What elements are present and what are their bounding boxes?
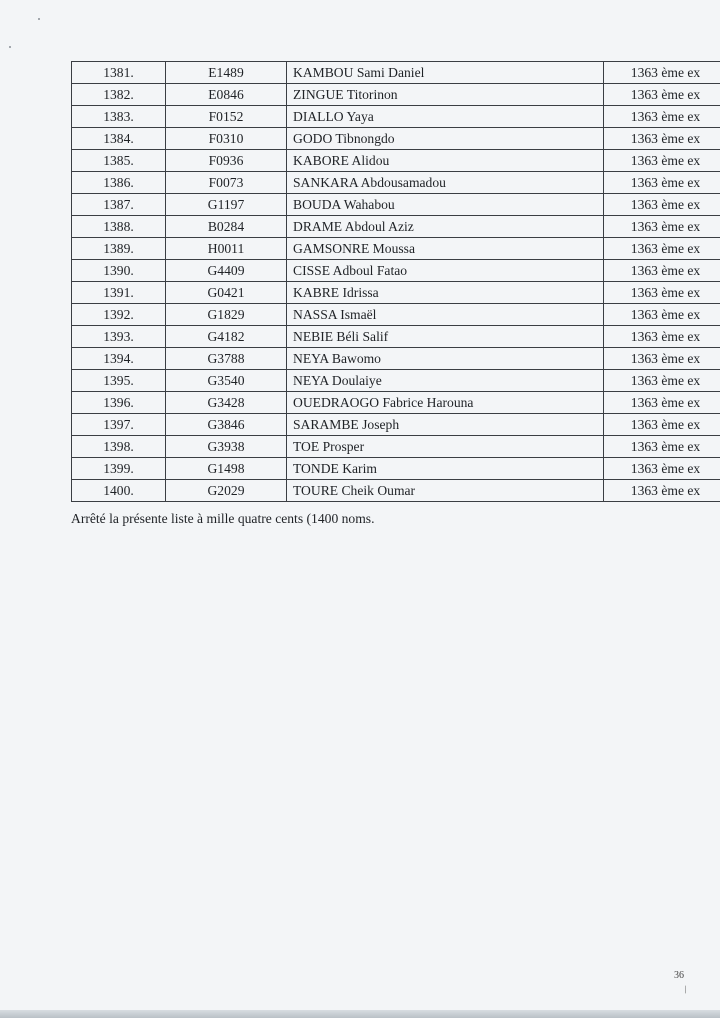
row-number-cell: 1398. bbox=[72, 436, 166, 458]
table-row bbox=[72, 392, 720, 414]
class-cell: 1363 ème ex bbox=[604, 392, 720, 414]
row-number-cell: 1388. bbox=[72, 216, 166, 238]
results-table-body bbox=[72, 62, 720, 502]
class-cell: 1363 ème ex bbox=[604, 304, 720, 326]
candidate-name-cell: GODO Tibnongdo bbox=[287, 128, 604, 150]
class-cell: 1363 ème ex bbox=[604, 238, 720, 260]
registration-code-cell: B0284 bbox=[166, 216, 287, 238]
closing-statement: Arrêté la présente liste à mille quatre cents (1400 noms. bbox=[71, 511, 375, 526]
row-number-cell: 1390. bbox=[72, 260, 166, 282]
table-row bbox=[72, 304, 720, 326]
registration-code-cell: G3788 bbox=[166, 348, 287, 370]
candidate-name-cell: TOE Prosper bbox=[287, 436, 604, 458]
class-cell: 1363 ème ex bbox=[604, 260, 720, 282]
registration-code-cell: E0846 bbox=[166, 84, 287, 106]
registration-code-cell: G2029 bbox=[166, 480, 287, 502]
candidate-name-cell: TOURE Cheik Oumar bbox=[287, 480, 604, 502]
candidate-name-cell: SANKARA Abdousamadou bbox=[287, 172, 604, 194]
table-row bbox=[72, 150, 720, 172]
page-bottom-edge bbox=[0, 1010, 720, 1018]
class-cell: 1363 ème ex bbox=[604, 194, 720, 216]
registration-code-cell: G1498 bbox=[166, 458, 287, 480]
registration-code-cell: G1197 bbox=[166, 194, 287, 216]
registration-code-cell: G3938 bbox=[166, 436, 287, 458]
row-number-cell: 1399. bbox=[72, 458, 166, 480]
registration-code-cell: F0073 bbox=[166, 172, 287, 194]
table-row bbox=[72, 436, 720, 458]
class-cell: 1363 ème ex bbox=[604, 62, 720, 84]
table-row bbox=[72, 458, 720, 480]
row-number-cell: 1395. bbox=[72, 370, 166, 392]
table-row bbox=[72, 216, 720, 238]
row-number-cell: 1394. bbox=[72, 348, 166, 370]
candidate-name-cell: CISSE Adboul Fatao bbox=[287, 260, 604, 282]
table-row bbox=[72, 480, 720, 502]
row-number-cell: 1400. bbox=[72, 480, 166, 502]
table-row bbox=[72, 326, 720, 348]
table-row bbox=[72, 62, 720, 84]
row-number-cell: 1391. bbox=[72, 282, 166, 304]
registration-code-cell: G4182 bbox=[166, 326, 287, 348]
class-cell: 1363 ème ex bbox=[604, 282, 720, 304]
table-row bbox=[72, 128, 720, 150]
row-number-cell: 1382. bbox=[72, 84, 166, 106]
table-row bbox=[72, 348, 720, 370]
candidate-name-cell: BOUDA Wahabou bbox=[287, 194, 604, 216]
registration-code-cell: F0310 bbox=[166, 128, 287, 150]
registration-code-cell: H0011 bbox=[166, 238, 287, 260]
table-row bbox=[72, 238, 720, 260]
registration-code-cell: G3428 bbox=[166, 392, 287, 414]
class-cell: 1363 ème ex bbox=[604, 436, 720, 458]
row-number-cell: 1385. bbox=[72, 150, 166, 172]
class-cell: 1363 ème ex bbox=[604, 216, 720, 238]
class-cell: 1363 ème ex bbox=[604, 480, 720, 502]
registration-code-cell: F0152 bbox=[166, 106, 287, 128]
class-cell: 1363 ème ex bbox=[604, 128, 720, 150]
class-cell: 1363 ème ex bbox=[604, 326, 720, 348]
page-number: 36 bbox=[674, 970, 684, 981]
class-cell: 1363 ème ex bbox=[604, 348, 720, 370]
candidate-name-cell: DRAME Abdoul Aziz bbox=[287, 216, 604, 238]
table-row bbox=[72, 194, 720, 216]
class-cell: 1363 ème ex bbox=[604, 84, 720, 106]
row-number-cell: 1389. bbox=[72, 238, 166, 260]
table-row bbox=[72, 414, 720, 436]
candidate-name-cell: NEYA Bawomo bbox=[287, 348, 604, 370]
registration-code-cell: G3540 bbox=[166, 370, 287, 392]
candidate-name-cell: ZINGUE Titorinon bbox=[287, 84, 604, 106]
table-row bbox=[72, 282, 720, 304]
row-number-cell: 1381. bbox=[72, 62, 166, 84]
class-cell: 1363 ème ex bbox=[604, 106, 720, 128]
candidate-name-cell: NASSA Ismaël bbox=[287, 304, 604, 326]
row-number-cell: 1387. bbox=[72, 194, 166, 216]
class-cell: 1363 ème ex bbox=[604, 414, 720, 436]
table-row bbox=[72, 370, 720, 392]
registration-code-cell: G1829 bbox=[166, 304, 287, 326]
row-number-cell: 1397. bbox=[72, 414, 166, 436]
candidate-name-cell: KABORE Alidou bbox=[287, 150, 604, 172]
class-cell: 1363 ème ex bbox=[604, 172, 720, 194]
candidate-name-cell: KAMBOU Sami Daniel bbox=[287, 62, 604, 84]
row-number-cell: 1396. bbox=[72, 392, 166, 414]
candidate-name-cell: NEBIE Béli Salif bbox=[287, 326, 604, 348]
table-row bbox=[72, 260, 720, 282]
initial-mark: / bbox=[682, 983, 690, 997]
row-number-cell: 1393. bbox=[72, 326, 166, 348]
class-cell: 1363 ème ex bbox=[604, 370, 720, 392]
candidate-name-cell: NEYA Doulaiye bbox=[287, 370, 604, 392]
candidate-name-cell: KABRE Idrissa bbox=[287, 282, 604, 304]
results-table bbox=[71, 61, 720, 502]
table-row bbox=[72, 106, 720, 128]
registration-code-cell: E1489 bbox=[166, 62, 287, 84]
row-number-cell: 1384. bbox=[72, 128, 166, 150]
candidate-name-cell: TONDE Karim bbox=[287, 458, 604, 480]
table-row bbox=[72, 172, 720, 194]
registration-code-cell: G3846 bbox=[166, 414, 287, 436]
registration-code-cell: F0936 bbox=[166, 150, 287, 172]
row-number-cell: 1383. bbox=[72, 106, 166, 128]
class-cell: 1363 ème ex bbox=[604, 458, 720, 480]
class-cell: 1363 ème ex bbox=[604, 150, 720, 172]
row-number-cell: 1386. bbox=[72, 172, 166, 194]
row-number-cell: 1392. bbox=[72, 304, 166, 326]
candidate-name-cell: OUEDRAOGO Fabrice Harouna bbox=[287, 392, 604, 414]
table-row bbox=[72, 84, 720, 106]
scan-speck bbox=[9, 46, 11, 48]
candidate-name-cell: DIALLO Yaya bbox=[287, 106, 604, 128]
candidate-name-cell: SARAMBE Joseph bbox=[287, 414, 604, 436]
candidate-name-cell: GAMSONRE Moussa bbox=[287, 238, 604, 260]
registration-code-cell: G0421 bbox=[166, 282, 287, 304]
registration-code-cell: G4409 bbox=[166, 260, 287, 282]
scan-speck bbox=[38, 18, 40, 20]
